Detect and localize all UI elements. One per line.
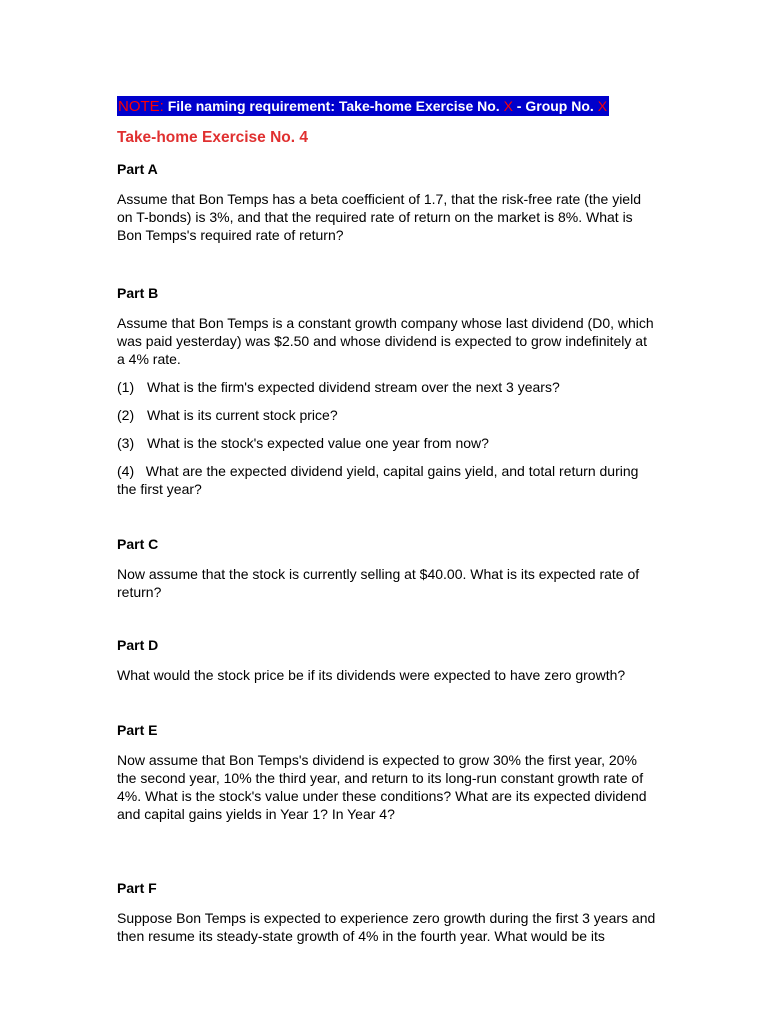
part-b-question-1: [117, 378, 657, 396]
question-text: What is the stock's expected value one year from now?: [147, 435, 489, 451]
note-placeholder-1: X: [503, 98, 513, 114]
part-a-heading: Part A: [117, 161, 158, 177]
part-f-text: Suppose Bon Temps is expected to experience zero growth during the first 3 years and then resume its steady-state growth of 4% in the fourth year. What would be its: [117, 910, 656, 944]
part-d-text: What would the stock price be if its dividends were expected to have zero growth?: [117, 667, 626, 683]
part-e-heading: Part E: [117, 722, 158, 738]
question-text: What is its current stock price?: [147, 407, 338, 423]
note-placeholder-2: X: [597, 98, 608, 114]
question-text: What is the firm's expected dividend stream over the next 3 years?: [147, 379, 560, 395]
question-number: (3): [117, 435, 135, 451]
note-text-before: File naming requirement: Take-home Exercise No.: [163, 98, 504, 114]
note-text-middle: - Group No.: [512, 98, 598, 114]
question-number: (4): [117, 463, 135, 479]
part-b-text: Assume that Bon Temps is a constant growth company whose last dividend (D0, which was paid yesterday) was $2.50 and whose dividend is expected to grow indefinitely at a 4% rate.: [117, 315, 654, 367]
question-text: What are the expected dividend yield, capital gains yield, and total return during the first year?: [117, 463, 639, 497]
question-number: (2): [117, 407, 135, 423]
exercise-title: Take-home Exercise No. 4: [117, 129, 308, 146]
question-number: (1): [117, 379, 135, 395]
file-naming-note: [117, 96, 609, 116]
part-a-text: Assume that Bon Temps has a beta coefficient of 1.7, that the risk-free rate (the yield on T-bonds) is 3%, and that the required rate of return on the market is 8%. What is Bon Temps's required rate of return?: [117, 191, 641, 243]
part-c-heading: Part C: [117, 536, 159, 552]
document-page: [117, 96, 657, 945]
part-f-heading: Part F: [117, 880, 157, 896]
part-b-question-2: [117, 406, 657, 424]
part-b-question-4: [117, 462, 657, 498]
part-b-question-3: [117, 434, 657, 452]
part-b-heading: Part B: [117, 285, 159, 301]
part-e-text: Now assume that Bon Temps's dividend is expected to grow 30% the first year, 20% the second year, 10% the third year, and return to its long-run constant growth rate of 4%. What is the stock's value under these conditions? What are its expected dividend and capital gains yields in Year 1? In Year 4?: [117, 752, 647, 822]
part-c-text: Now assume that the stock is currently selling at $40.00. What is its expected rate of return?: [117, 566, 640, 600]
note-label: NOTE:: [118, 98, 164, 115]
part-d-heading: Part D: [117, 637, 159, 653]
